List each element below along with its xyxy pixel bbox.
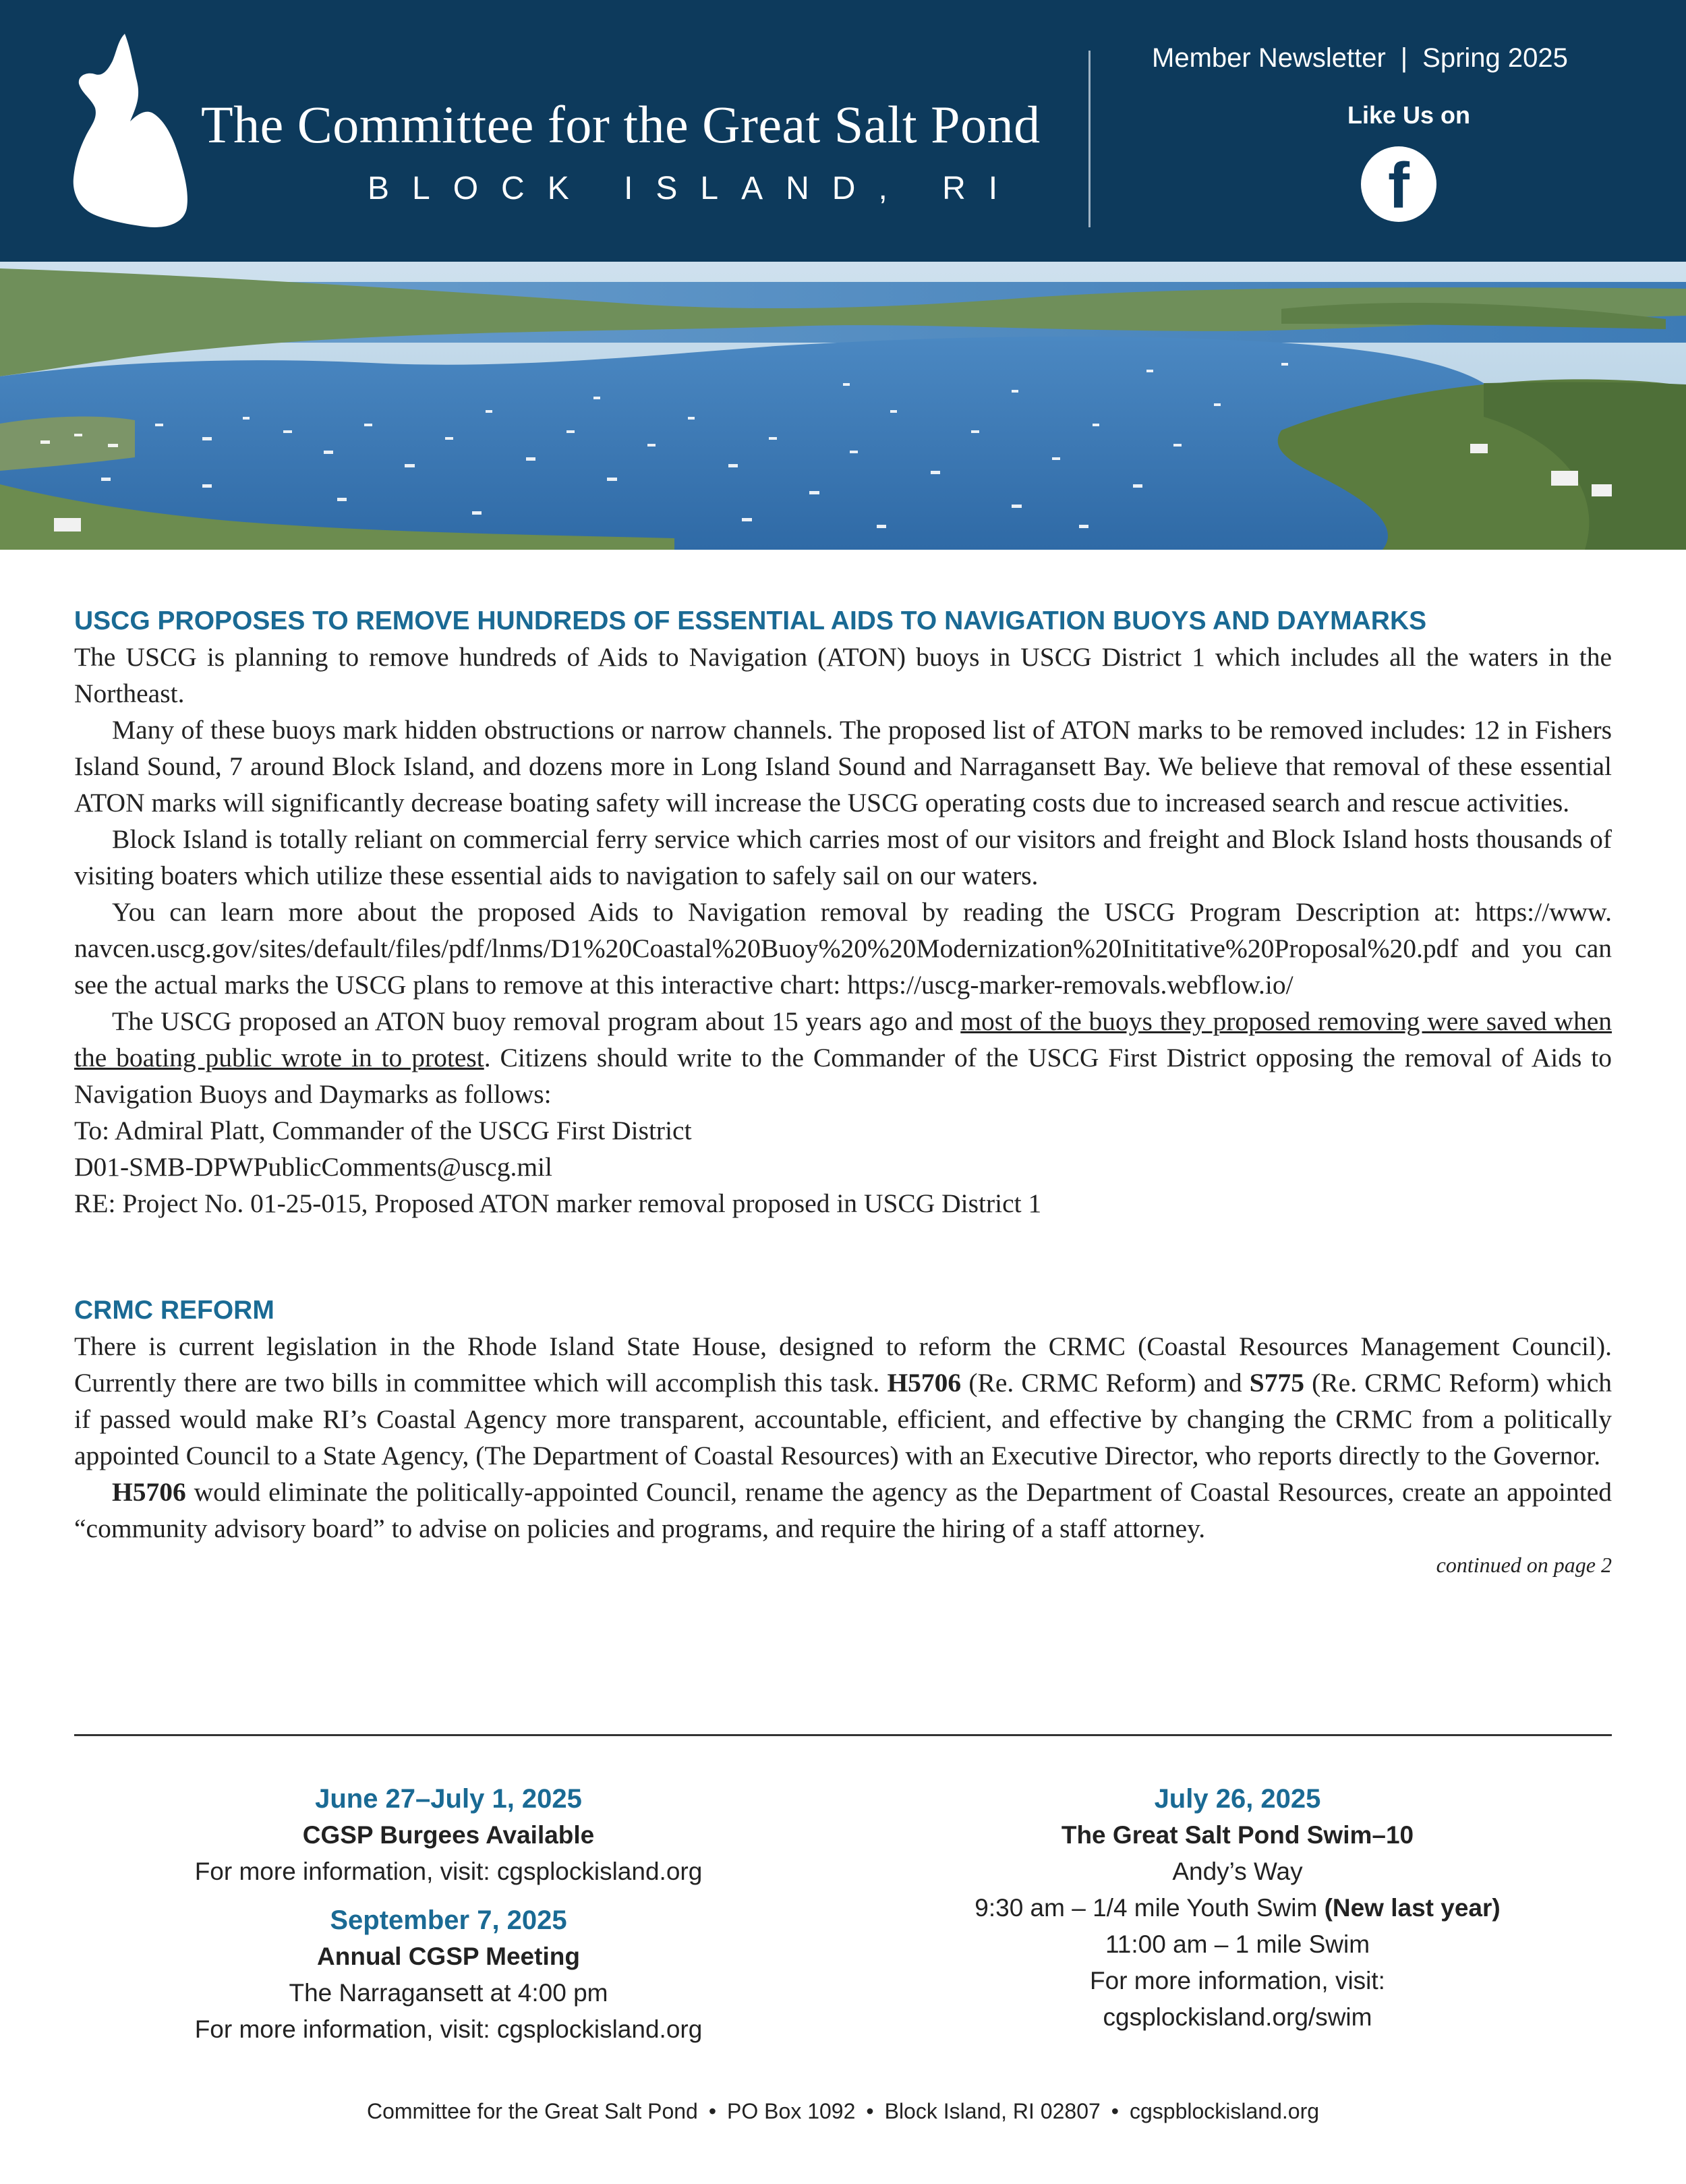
footer-town: Block Island, RI 02807 [884,2099,1101,2123]
issue-label [1152,43,1568,74]
bill-number: H5706 [887,1368,962,1398]
paragraph-text: . Citizens should write to the Commander of the USCG First District opposing the removal of Aids to Navigation Buoys and Daymarks as follows: [74,1043,1612,1109]
event-date: September 7, 2025 [330,1905,567,1935]
footer-dot: • [866,2099,874,2123]
article-paragraph [74,1328,1612,1474]
section-divider [74,1734,1612,1736]
event-name: CGSP Burgees Available [302,1821,595,1849]
bill-number: H5706 [112,1477,186,1507]
event-new-note: (New last year) [1324,1894,1501,1922]
event-mile-swim: 11:00 am – 1 mile Swim [1105,1930,1370,1958]
article-heading-crmc: CRMC REFORM [74,1296,274,1325]
event-annual-meeting [81,1902,816,2048]
event-swim [870,1781,1605,2036]
issue-season: Spring 2025 [1422,43,1568,73]
newsletter-label: Member Newsletter [1152,43,1386,73]
article-paragraph: Block Island is totally reliant on commercial ferry service which carries most of our visitors and freight and Block Island hosts thousands of visiting boaters which utilize these essential aids to navigation to safely sail on our waters. [74,824,1612,890]
continued-note: continued on page 2 [1436,1553,1612,1577]
paragraph-text: (Re. CRMC Reform) and [961,1368,1250,1398]
address-email[interactable]: D01-SMB-DPWPublicComments@uscg.mil [74,1152,552,1182]
header-divider [1088,51,1091,227]
footer-address [0,2099,1686,2124]
great-salt-pond-aerial-photo [0,262,1686,550]
paragraph-text: There is current legislation in the Rhode Island State House, designed to reform the CRMC (Coastal Resources Management Council). Currently there are two bills in committee which will accomplish this task. [74,1331,1612,1398]
footer-dot: • [1111,2099,1119,2123]
article-paragraph: Many of these buoys mark hidden obstructions or narrow channels. The proposed list of ATON marks to be removed includes: 12 in Fishers Island Sound, 7 around Block Island, and dozens more in Long Island Sound and Narragansett Bay. We believe that removal of these essential ATON marks will significantly decrease boating safety will increase the USCG operating costs due to increased search and rescue activities. [74,715,1612,817]
underlined-text: most of the buoys they proposed removing were saved when the boating public wrote in to protest [74,1006,1612,1072]
event-info: For more information, visit: cgsplockisland.org [194,2015,703,2043]
article-heading-uscg: USCG PROPOSES TO REMOVE HUNDREDS OF ESSENTIAL AIDS TO NAVIGATION BUOYS AND DAYMARKS [74,606,1427,635]
issue-separator: | [1400,43,1408,73]
event-burgees [81,1781,816,1890]
main-content [74,604,1612,1583]
event-location: Andy’s Way [1172,1858,1303,1885]
footer-dot: • [708,2099,717,2123]
bill-number: S775 [1249,1368,1305,1398]
address-re: RE: Project No. 01-25-015, Proposed ATON marker removal proposed in USCG District 1 [74,1188,1042,1218]
event-time: 9:30 am – 1/4 mile Youth Swim [975,1894,1325,1922]
footer-org: Committee for the Great Salt Pond [366,2099,698,2123]
article-paragraph [74,1474,1612,1547]
event-location: The Narragansett at 4:00 pm [289,1979,608,2007]
footer-website[interactable]: cgspblockisland.org [1129,2099,1320,2123]
paragraph-text: The USCG proposed an ATON buoy removal program about 15 years ago and [112,1006,961,1036]
address-to: To: Admiral Platt, Commander of the USCG First District [74,1116,692,1145]
paragraph-text: (Re. CRMC Reform) which if passed would make RI’s Coastal Agency more transparent, accountable, efficient, and effective by changing the CRMC from a politically appointed Council to a State Agency, (The Department of Coastal Resources) with an Executive Director, who reports directly to the Governor. [74,1368,1612,1470]
organization-title: The Committee for the Great Salt Pond [201,95,1041,154]
like-us-label: Like Us on [1347,101,1471,129]
organization-location: BLOCK ISLAND, RI [368,171,1021,206]
event-info: For more information, visit: cgsplockisland.org [194,1858,703,1885]
event-date: July 26, 2025 [1154,1784,1321,1814]
facebook-glyph: f [1388,150,1409,222]
article-paragraph [74,1003,1612,1112]
article-paragraph: The USCG is planning to remove hundreds of Aids to Navigation (ATON) buoys in USCG District 1 which includes all the waters in the Northeast. [74,642,1612,708]
event-date: June 27–July 1, 2025 [315,1784,582,1814]
event-link[interactable]: cgsplockisland.org/swim [1103,2003,1372,2031]
paragraph-text: would eliminate the politically-appointed Council, rename the agency as the Department of Coastal Resources, create an appointed “community advisory board” to advise on policies and programs, and require the hiring of a staff attorney. [74,1477,1612,1543]
block-island-silhouette-logo [71,34,199,229]
facebook-icon[interactable] [1361,146,1436,222]
event-info: For more information, visit: [1090,1967,1385,1994]
event-name: Annual CGSP Meeting [317,1943,580,1970]
event-youth-swim [870,1890,1605,1926]
masthead [0,0,1686,262]
event-name: The Great Salt Pond Swim–10 [1061,1821,1414,1849]
footer-box: PO Box 1092 [727,2099,856,2123]
article-paragraph: You can learn more about the proposed Aids to Navigation removal by reading the USCG Program Description at: https://www. navcen.uscg.gov/sites/default/files/pdf/lnms/D1%20Coastal%20Buoy%20%20Modernization%20Inititative%20Proposal%20.pdf and you can see the actual marks the USCG plans to remove at this interactive chart: https://uscg-marker-removals.webflow.io/ [74,897,1612,1000]
